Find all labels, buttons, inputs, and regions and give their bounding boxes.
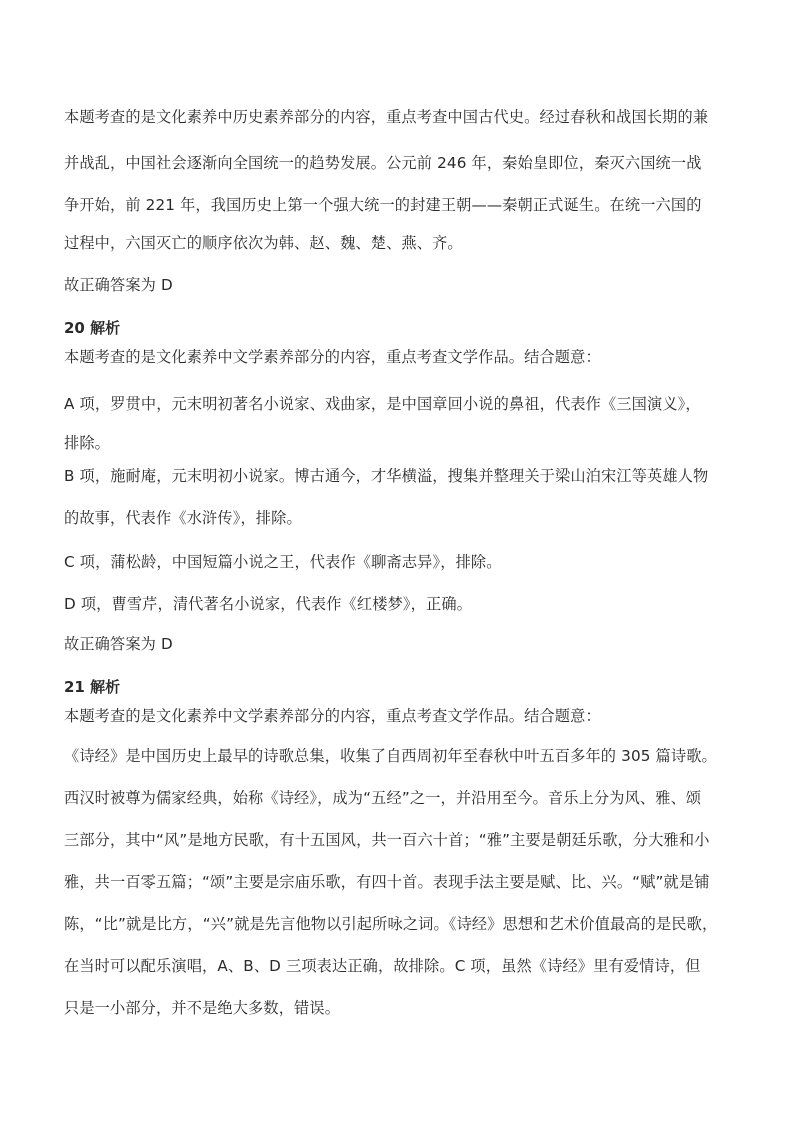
- option-line: 排除。: [64, 434, 111, 452]
- option-line: D 项，曹雪芹，清代著名小说家，代表作《红楼梦》，正确。: [64, 595, 472, 613]
- option-line: A 项，罗贯中，元末明初著名小说家、戏曲家，是中国章回小说的鼻祖，代表作《三国演义》，: [64, 395, 701, 413]
- paragraph-line: 三部分，其中“风”是地方民歌，有十五国风，共一百六十首；“雅”主要是朝廷乐歌，分大雅和小: [64, 831, 710, 849]
- paragraph-line: 本题考查的是文化素养中历史素养部分的内容，重点考查中国古代史。经过春秋和战国长期的兼: [64, 108, 709, 126]
- paragraph-line: 西汉时被尊为儒家经典，始称《诗经》，成为“五经”之一，并沿用至今。音乐上分为风、雅、颂: [64, 789, 702, 807]
- section-heading: 21 解析: [64, 678, 121, 696]
- option-line: 的故事，代表作《水浒传》，排除。: [64, 509, 302, 527]
- section-heading: 20 解析: [64, 319, 121, 337]
- paragraph-line: 陈，“比”就是比方，“兴”就是先言他物以引起所咏之词。《诗经》思想和艺术价值最高的是民歌，: [64, 915, 718, 933]
- option-line: B 项，施耐庵，元末明初小说家。博古通今，才华横溢，搜集并整理关于梁山泊宋江等英雄人物: [64, 467, 709, 485]
- paragraph-line: 在当时可以配乐演唱，A、B、D 三项表达正确，故排除。C 项，虽然《诗经》里有爱情诗，但: [64, 957, 701, 975]
- paragraph-line: 争开始，前 221 年，我国历史上第一个强大统一的封建王朝——秦朝正式诞生。在统一六国的: [64, 196, 702, 214]
- paragraph-line: 只是一小部分，并不是绝大多数，错误。: [64, 999, 341, 1017]
- answer-line: 故正确答案为 D: [64, 635, 173, 653]
- option-line: C 项，蒲松龄，中国短篇小说之王，代表作《聊斋志异》，排除。: [64, 553, 502, 571]
- paragraph-line: 过程中，六国灭亡的顺序依次为韩、赵、魏、楚、燕、齐。: [64, 234, 463, 252]
- paragraph-line: 《诗经》是中国历史上最早的诗歌总集，收集了自西周初年至春秋中叶五百多年的 305 篇诗歌。: [64, 747, 717, 765]
- paragraph-line: 本题考查的是文化素养中文学素养部分的内容，重点考查文学作品。结合题意：: [64, 707, 601, 725]
- paragraph-line: 雅，共一百零五篇；“颂”主要是宗庙乐歌，有四十首。表现手法主要是赋、比、兴。“赋”就是铺: [64, 873, 710, 891]
- paragraph-line: 并战乱，中国社会逐渐向全国统一的趋势发展。公元前 246 年，秦始皇即位，秦灭六国统一战: [64, 154, 702, 172]
- answer-line: 故正确答案为 D: [64, 276, 173, 294]
- paragraph-line: 本题考查的是文化素养中文学素养部分的内容，重点考查文学作品。结合题意：: [64, 348, 601, 366]
